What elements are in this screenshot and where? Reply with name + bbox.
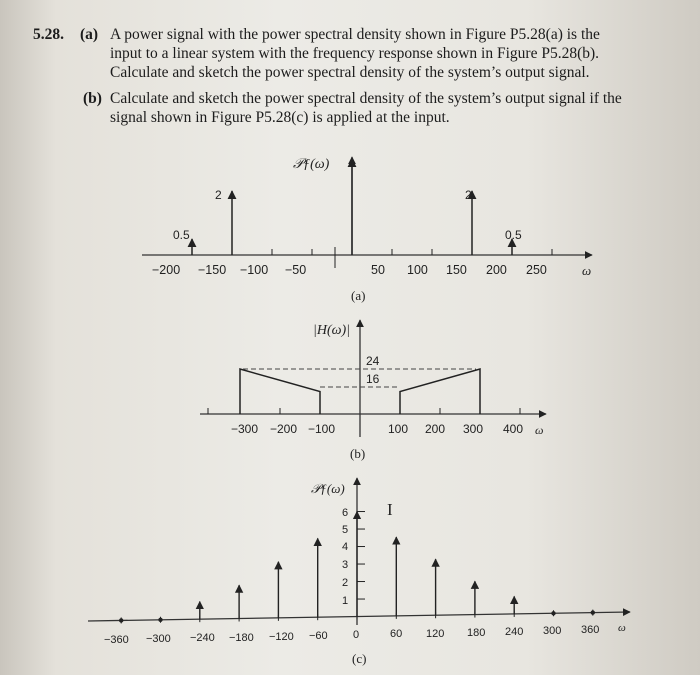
fig-c-tick-label: 120 (426, 628, 445, 640)
small-impulse (158, 618, 162, 622)
fig-c-ylabel: 𝒫ƒ(ω) (311, 481, 345, 496)
fig-a-tick-label: −50 (285, 263, 307, 277)
fig-c-tick-label: 360 (581, 624, 600, 636)
part-b-label: (b) (83, 90, 102, 107)
fig-b-tick-label: −100 (308, 422, 336, 436)
fig-c-ytick-label: 1 (342, 595, 349, 607)
impulse-label: 0.5 (173, 228, 190, 242)
fig-c-tick-label: 300 (543, 625, 562, 637)
part-a-line-2: input to a linear system with the frequency response shown in Figure P5.28(b). (110, 45, 600, 62)
fig-b-tick-label: −200 (270, 422, 298, 436)
fig-a-tick-label: 100 (407, 263, 428, 277)
impulse-label: 2 (465, 188, 472, 202)
small-impulse (551, 611, 555, 615)
fig-a-tick-label: −150 (198, 263, 227, 277)
fig-c-tick-label: −180 (229, 632, 254, 644)
fig-c-ytick-label: 3 (342, 559, 349, 571)
fig-b-caption: (b) (350, 446, 366, 461)
fig-a-ylabel: 𝒫ƒ(ω) (293, 157, 330, 172)
small-impulse (591, 610, 595, 614)
fig-c-tick-label: 240 (505, 626, 524, 638)
response-segment (240, 369, 320, 414)
fig-c-tick-label: −60 (309, 630, 328, 642)
response-segment (400, 369, 480, 414)
part-b-line-1: Calculate and sketch the power spectral density of the system’s output signal if the (110, 90, 622, 107)
fig-a-caption: (a) (351, 288, 366, 303)
fig-b-tick-label: 300 (463, 422, 484, 436)
fig-a-tick-label: −100 (240, 263, 269, 277)
part-a-line-3: Calculate and sketch the power spectral density of the system’s output signal. (110, 64, 590, 81)
fig-c-ytick-label: 5 (342, 524, 349, 536)
figure-a (142, 157, 592, 303)
fig-c-tick-label: −240 (190, 632, 215, 644)
fig-c-tick-label: 180 (467, 627, 486, 639)
fig-a-tick-label: 150 (446, 263, 467, 277)
fig-c-ytick-label: 6 (342, 507, 349, 519)
fig-a-tick-label: 200 (486, 263, 507, 277)
fig-c-tick-label: 0 (353, 629, 360, 641)
fig-b-ylabel: |H(ω)| (313, 323, 351, 338)
fig-b-tick-label: −300 (231, 422, 259, 436)
fig-b-tick-label: 100 (388, 422, 409, 436)
impulse-label: 2 (215, 188, 222, 202)
fig-b-ytick-label: 16 (366, 372, 380, 386)
part-a-label: (a) (80, 26, 99, 43)
fig-c-tick-label: −300 (146, 633, 171, 645)
part-b-line-2: signal shown in Figure P5.28(c) is applied at the input. (110, 109, 450, 126)
fig-c-tick-label: −360 (104, 634, 129, 646)
fig-a-xlabel: ω (582, 263, 592, 278)
figure-b (200, 320, 546, 461)
fig-a-tick-label: 250 (526, 263, 547, 277)
fig-c-tick-label: 60 (390, 628, 403, 640)
fig-b-xlabel: ω (535, 423, 544, 437)
fig-b-ytick-label: 24 (366, 354, 380, 368)
fig-a-tick-label: −200 (152, 263, 181, 277)
fig-b-tick-label: 400 (503, 422, 524, 436)
fig-b-tick-label: 200 (425, 422, 446, 436)
cursor-mark: I (387, 500, 393, 519)
impulse-label: 0.5 (505, 228, 522, 242)
fig-c-ytick-label: 4 (342, 541, 349, 553)
fig-c-caption: (c) (352, 651, 367, 666)
fig-c-tick-label: −120 (269, 631, 294, 643)
figure-c (88, 478, 630, 666)
fig-a-tick-label: 50 (371, 263, 385, 277)
small-impulse (119, 618, 123, 622)
part-a-line-1: A power signal with the power spectral density shown in Figure P5.28(a) is the (110, 26, 600, 43)
fig-c-ytick-label: 2 (342, 577, 349, 589)
fig-c-xlabel: ω (618, 622, 626, 634)
problem-number: 5.28. (33, 26, 64, 43)
